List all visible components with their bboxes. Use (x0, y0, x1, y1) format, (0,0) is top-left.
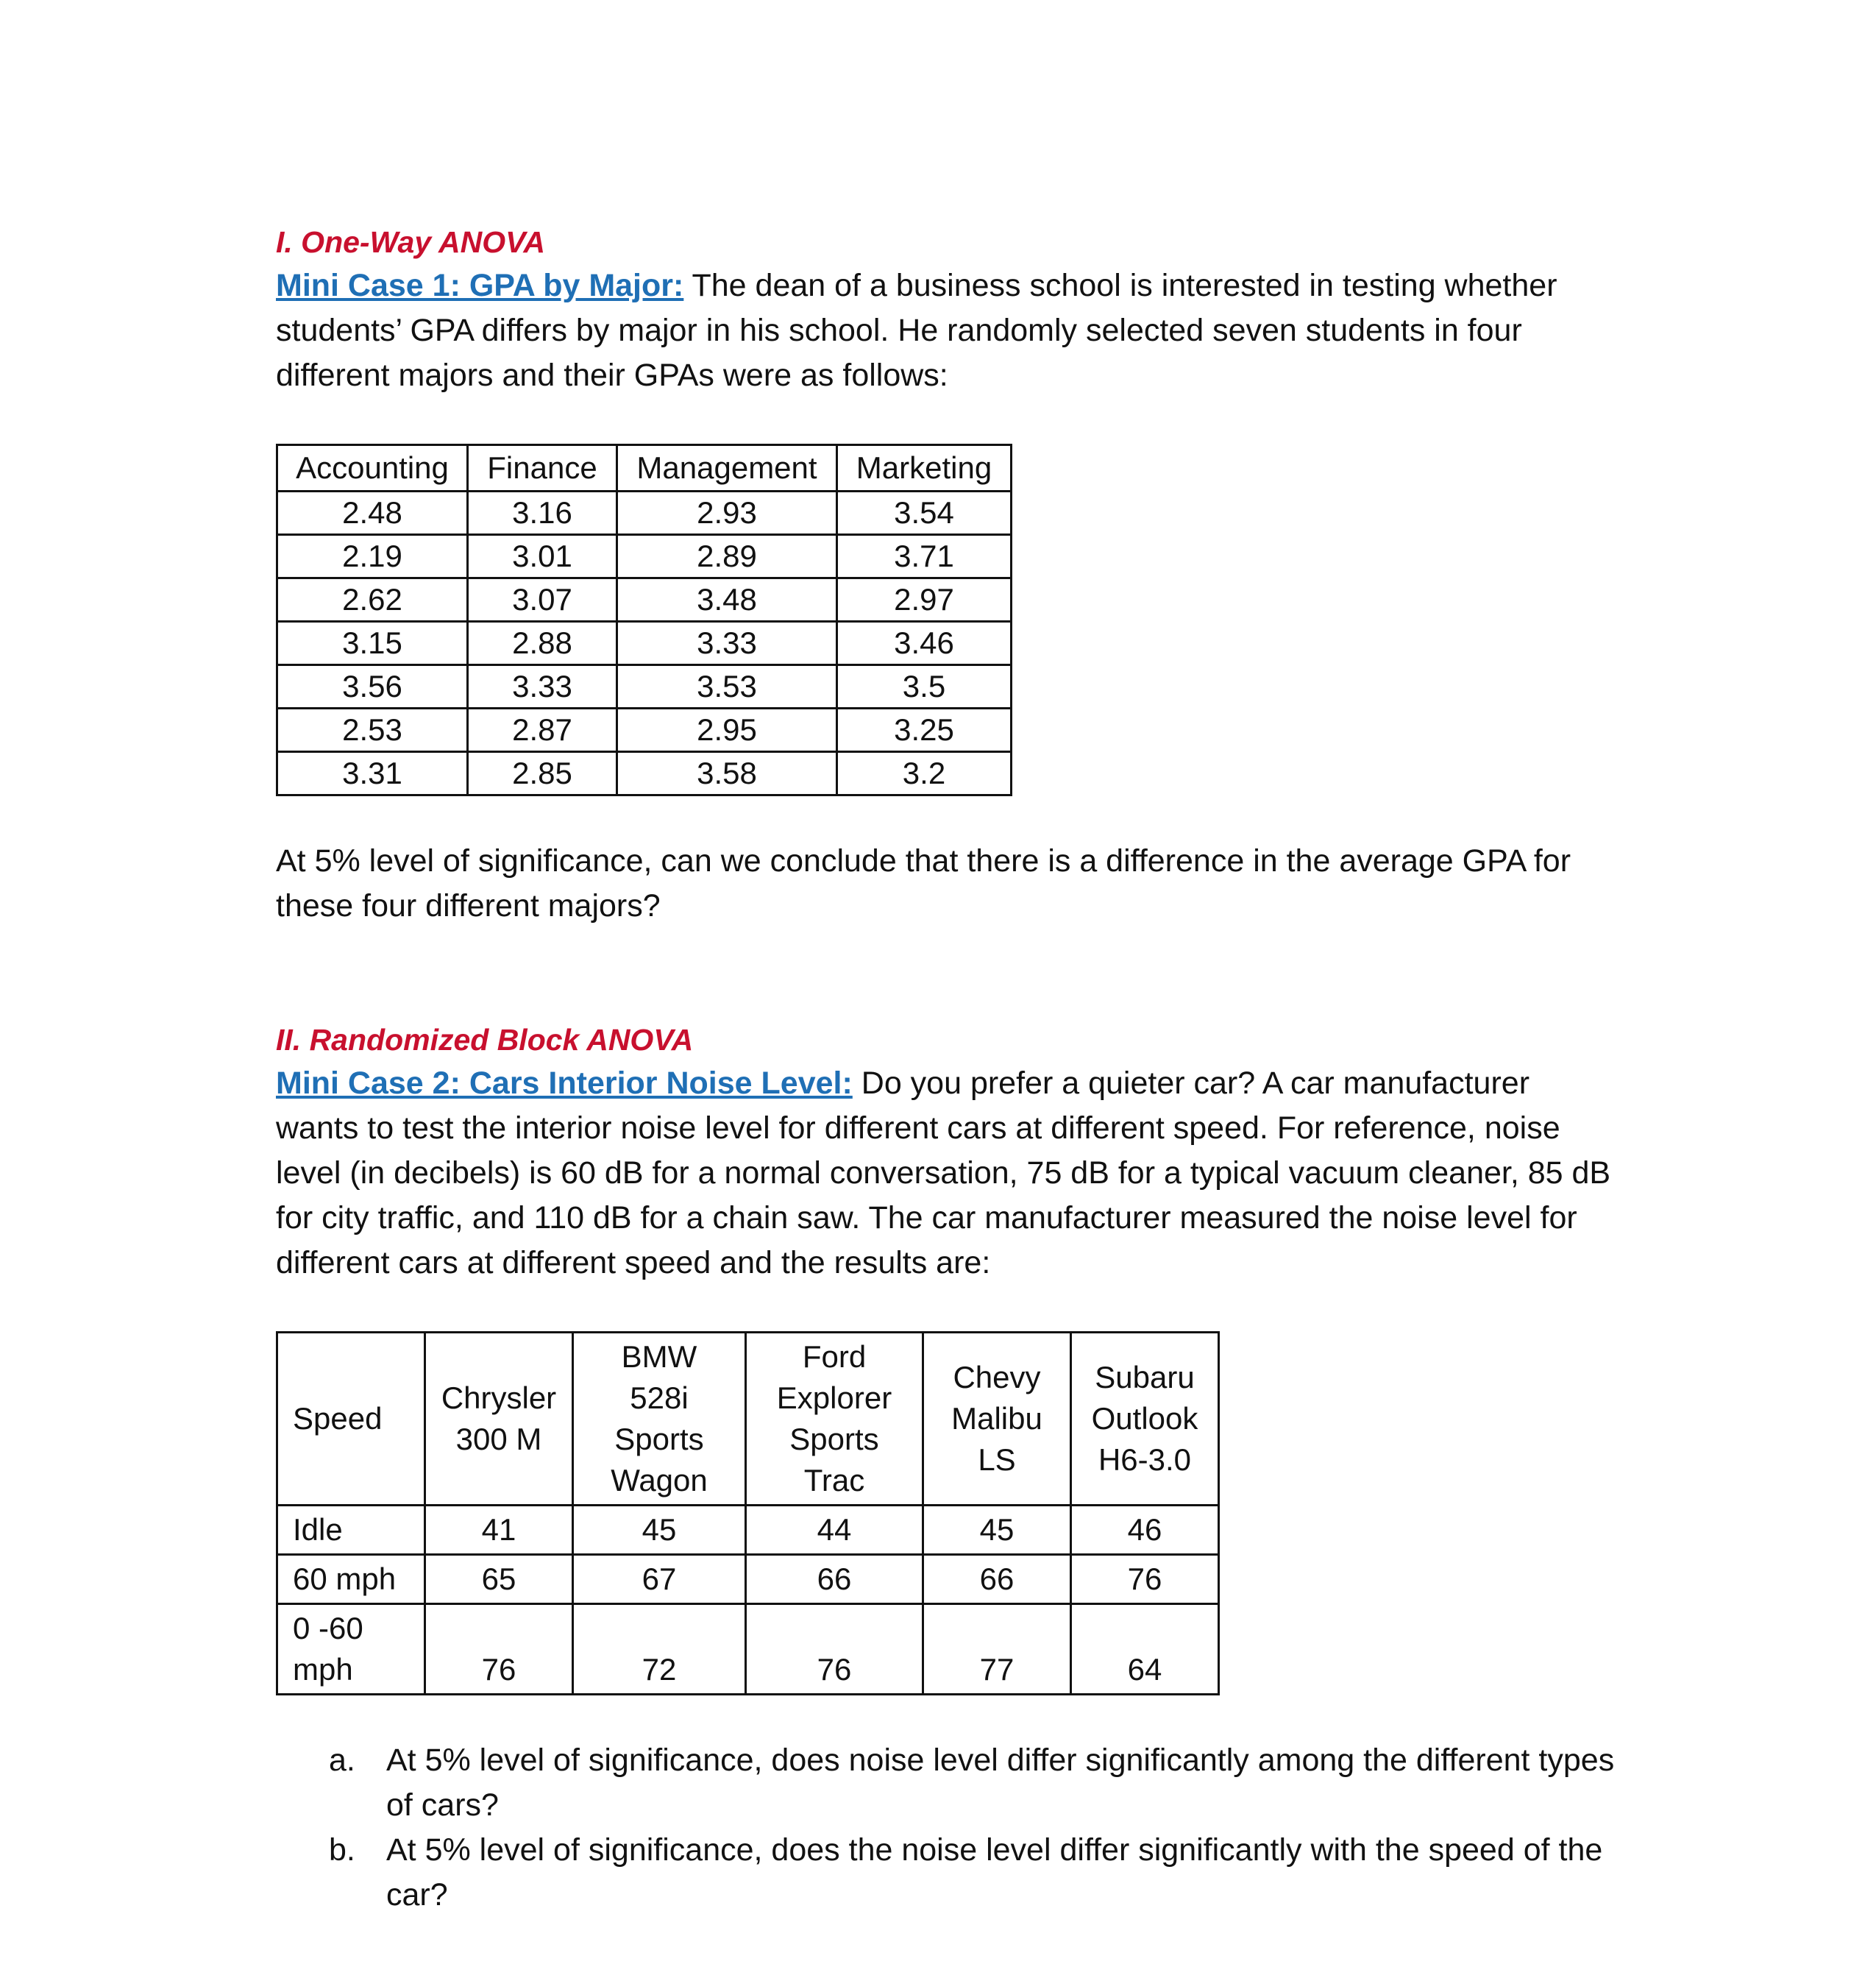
gpa-header-cell: Accounting (277, 445, 468, 492)
section1-intro (276, 263, 1615, 398)
question-text: At 5% level of significance, does the noise level differ significantly with the speed of the car? (386, 1832, 1603, 1913)
gpa-cell: 3.33 (468, 665, 617, 709)
noise-cell: 65 (425, 1555, 573, 1604)
gpa-cell: 2.48 (277, 492, 468, 535)
noise-cell: 66 (923, 1555, 1071, 1604)
speed-cell: 0 -60 mph (277, 1604, 425, 1695)
gpa-cell: 2.88 (468, 622, 617, 665)
table-row (277, 1604, 1219, 1695)
gpa-cell: 2.85 (468, 752, 617, 795)
gpa-header-cell: Finance (468, 445, 617, 492)
noise-cell: 41 (425, 1506, 573, 1555)
noise-header-cell: Chrysler 300 M (425, 1333, 573, 1506)
noise-table-header-row (277, 1333, 1219, 1506)
gpa-cell: 2.97 (837, 578, 1012, 622)
noise-header-cell: Speed (277, 1333, 425, 1506)
gpa-cell: 2.53 (277, 709, 468, 752)
gpa-cell: 3.58 (617, 752, 837, 795)
gpa-cell: 3.31 (277, 752, 468, 795)
noise-cell: 45 (573, 1506, 746, 1555)
gpa-cell: 2.89 (617, 535, 837, 578)
noise-cell: 76 (1071, 1555, 1219, 1604)
gpa-cell: 3.54 (837, 492, 1012, 535)
mini-case-2-text: Do you prefer a quieter car? A car manufacturer wants to test the interior noise level for different cars at different speed. For reference, noise level (in decibels) is 60 dB for a normal conversation, 75 dB for a typical vacuum cleaner, 85 dB for city traffic, and 110 dB for a chain saw. The car manufacturer measured the noise level for different cars at different speed and the results are: (276, 1066, 1611, 1280)
noise-header-cell: Ford Explorer Sports Trac (746, 1333, 923, 1506)
noise-header-cell: BMW 528i Sports Wagon (573, 1333, 746, 1506)
list-item (329, 1738, 1615, 1828)
noise-cell: 64 (1071, 1604, 1219, 1695)
gpa-cell: 3.07 (468, 578, 617, 622)
gpa-cell: 3.25 (837, 709, 1012, 752)
speed-cell: Idle (277, 1506, 425, 1555)
gpa-cell: 3.33 (617, 622, 837, 665)
noise-cell: 76 (425, 1604, 573, 1695)
noise-cell: 67 (573, 1555, 746, 1604)
section2-intro (276, 1061, 1615, 1286)
noise-cell: 45 (923, 1506, 1071, 1555)
gpa-cell: 2.62 (277, 578, 468, 622)
noise-cell: 77 (923, 1604, 1071, 1695)
section1-heading: I. One-Way ANOVA (276, 225, 546, 259)
gpa-table-header-row (277, 445, 1012, 492)
noise-header-cell: Subaru Outlook H6-3.0 (1071, 1333, 1219, 1506)
table-row (277, 1555, 1219, 1604)
table-row (277, 578, 1012, 622)
gpa-cell: 3.5 (837, 665, 1012, 709)
mini-case-1-title: Mini Case 1: GPA by Major: (276, 268, 684, 303)
gpa-header-cell: Management (617, 445, 837, 492)
table-row (277, 665, 1012, 709)
noise-cell: 44 (746, 1506, 923, 1555)
table-row (277, 622, 1012, 665)
noise-cell: 72 (573, 1604, 746, 1695)
noise-table (276, 1331, 1220, 1695)
mini-case-1-text: The dean of a business school is interested in testing whether students’ GPA differs by major in his school. He randomly selected seven students in four different majors and their GPAs were as follows: (276, 268, 1557, 393)
question-text: At 5% level of significance, does noise level differ significantly among the different types of cars? (386, 1743, 1615, 1823)
gpa-cell: 3.16 (468, 492, 617, 535)
table-row (277, 1506, 1219, 1555)
noise-cell: 66 (746, 1555, 923, 1604)
gpa-table (276, 444, 1012, 796)
gpa-cell: 2.93 (617, 492, 837, 535)
noise-header-cell: Chevy Malibu LS (923, 1333, 1071, 1506)
list-marker: b. (329, 1832, 355, 1868)
list-item (329, 1828, 1615, 1918)
mini-case-2-title: Mini Case 2: Cars Interior Noise Level: (276, 1066, 853, 1101)
gpa-cell: 3.01 (468, 535, 617, 578)
list-marker: a. (329, 1743, 355, 1778)
table-row (277, 752, 1012, 795)
gpa-header-cell: Marketing (837, 445, 1012, 492)
gpa-cell: 2.19 (277, 535, 468, 578)
table-row (277, 535, 1012, 578)
section2-heading: II. Randomized Block ANOVA (276, 1023, 694, 1057)
question-list (329, 1738, 1615, 1918)
gpa-cell: 2.87 (468, 709, 617, 752)
gpa-cell: 3.15 (277, 622, 468, 665)
speed-cell: 60 mph (277, 1555, 425, 1604)
table-row (277, 492, 1012, 535)
gpa-cell: 3.71 (837, 535, 1012, 578)
noise-cell: 76 (746, 1604, 923, 1695)
gpa-cell: 2.95 (617, 709, 837, 752)
gpa-cell: 3.46 (837, 622, 1012, 665)
table-row (277, 709, 1012, 752)
document-page (276, 221, 1615, 1918)
gpa-cell: 3.53 (617, 665, 837, 709)
gpa-cell: 3.2 (837, 752, 1012, 795)
gpa-cell: 3.48 (617, 578, 837, 622)
section1-question: At 5% level of significance, can we conclude that there is a difference in the average GPA for these four different majors? (276, 843, 1571, 924)
noise-cell: 46 (1071, 1506, 1219, 1555)
gpa-cell: 3.56 (277, 665, 468, 709)
